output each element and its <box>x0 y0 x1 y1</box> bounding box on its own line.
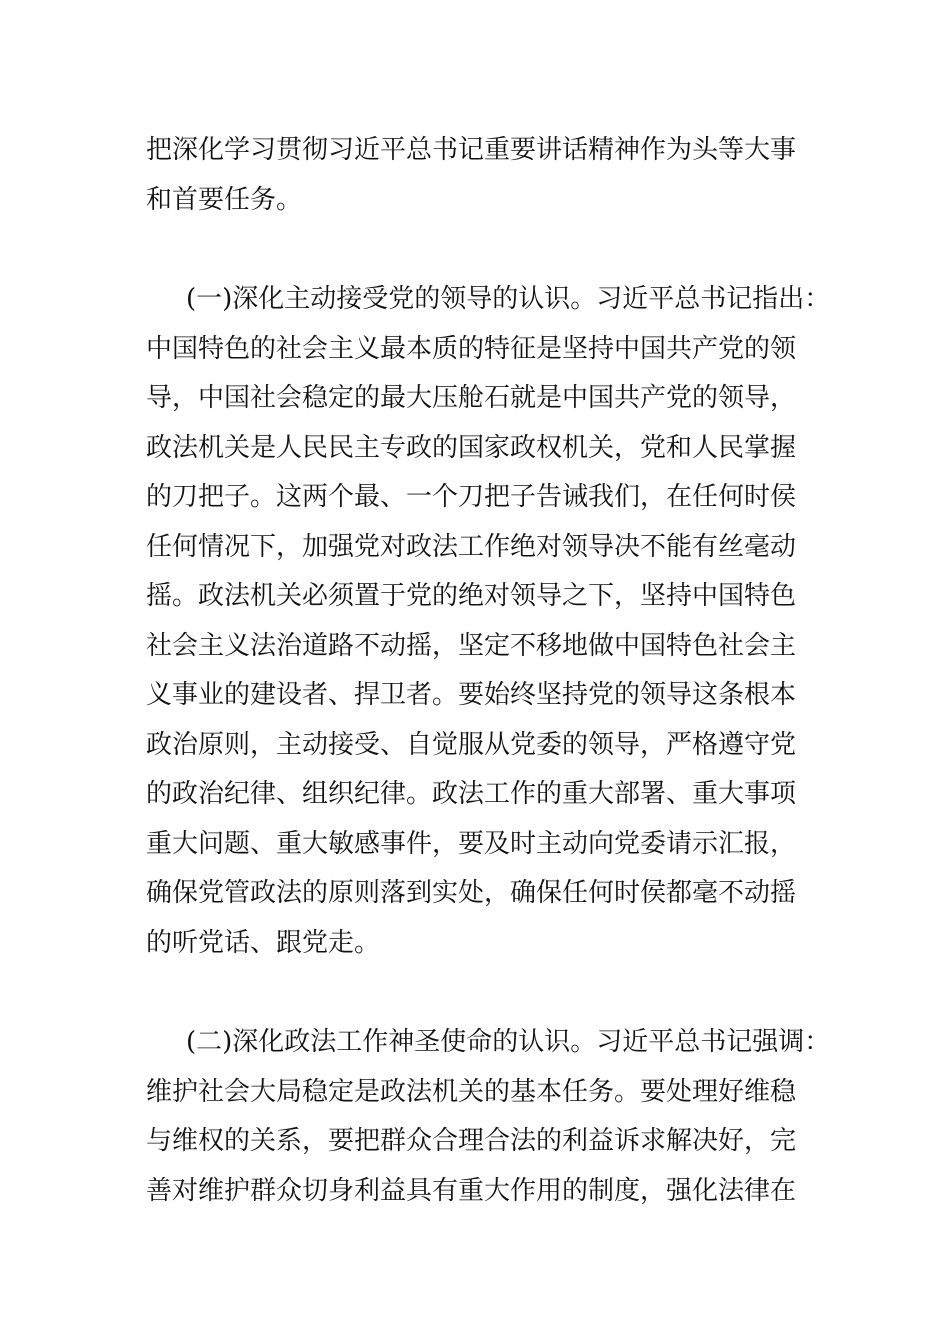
text-line: 的刀把子。这两个最、一个刀把子告诫我们，在任何时侯 <box>146 482 797 512</box>
section-heading-line: (一)深化主动接受党的领导的认识。习近平总书记指出： <box>186 284 831 314</box>
text-line: 社会主义法治道路不动摇，坚定不移地做中国特色社会主 <box>146 630 797 661</box>
paragraph-section-1 <box>146 275 836 968</box>
section-heading-line: (二)深化政法工作神圣使命的认识。习近平总书记强调： <box>186 1027 831 1057</box>
text-line: 的政治纪律、组织纪律。政法工作的重大部署、重大事项 <box>146 779 797 809</box>
text-line: 与维权的关系，要把群众合理合法的利益诉求解决好，完 <box>146 1126 797 1156</box>
text-line: 的听党话、跟党走。 <box>146 927 381 958</box>
text-line: 确保党管政法的原则落到实处，确保任何时侯都毫不动摇 <box>146 878 797 908</box>
text-line: 中国特色的社会主义最本质的特征是坚持中国共产党的领 <box>146 333 797 364</box>
paragraph-intro <box>146 126 836 225</box>
text-line: 摇。政法机关必须置于党的绝对领导之下，坚持中国特色 <box>146 581 797 611</box>
text-line: 维护社会大局稳定是政法机关的基本任务。要处理好维稳 <box>146 1076 797 1107</box>
text-line: 善对维护群众切身利益具有重大作用的制度，强化法律在 <box>146 1175 797 1206</box>
text-line: 把深化学习贯彻习近平总书记重要讲话精神作为头等大事 <box>146 135 797 165</box>
paragraph-section-2 <box>146 1018 836 1216</box>
text-line: 任何情况下，加强党对政法工作绝对领导决不能有丝毫动 <box>146 531 797 562</box>
text-line: 和首要任务。 <box>146 184 303 215</box>
text-line: 政治原则，主动接受、自觉服从党委的领导，严格遵守党 <box>146 729 797 760</box>
text-line: 义事业的建设者、捍卫者。要始终坚持党的领导这条根本 <box>146 680 797 710</box>
text-line: 政法机关是人民民主专政的国家政权机关，党和人民掌握 <box>146 432 797 463</box>
text-line: 导，中国社会稳定的最大压舱石就是中国共产党的领导， <box>146 383 797 413</box>
text-line: 重大问题、重大敏感事件，要及时主动向党委请示汇报， <box>146 828 797 859</box>
